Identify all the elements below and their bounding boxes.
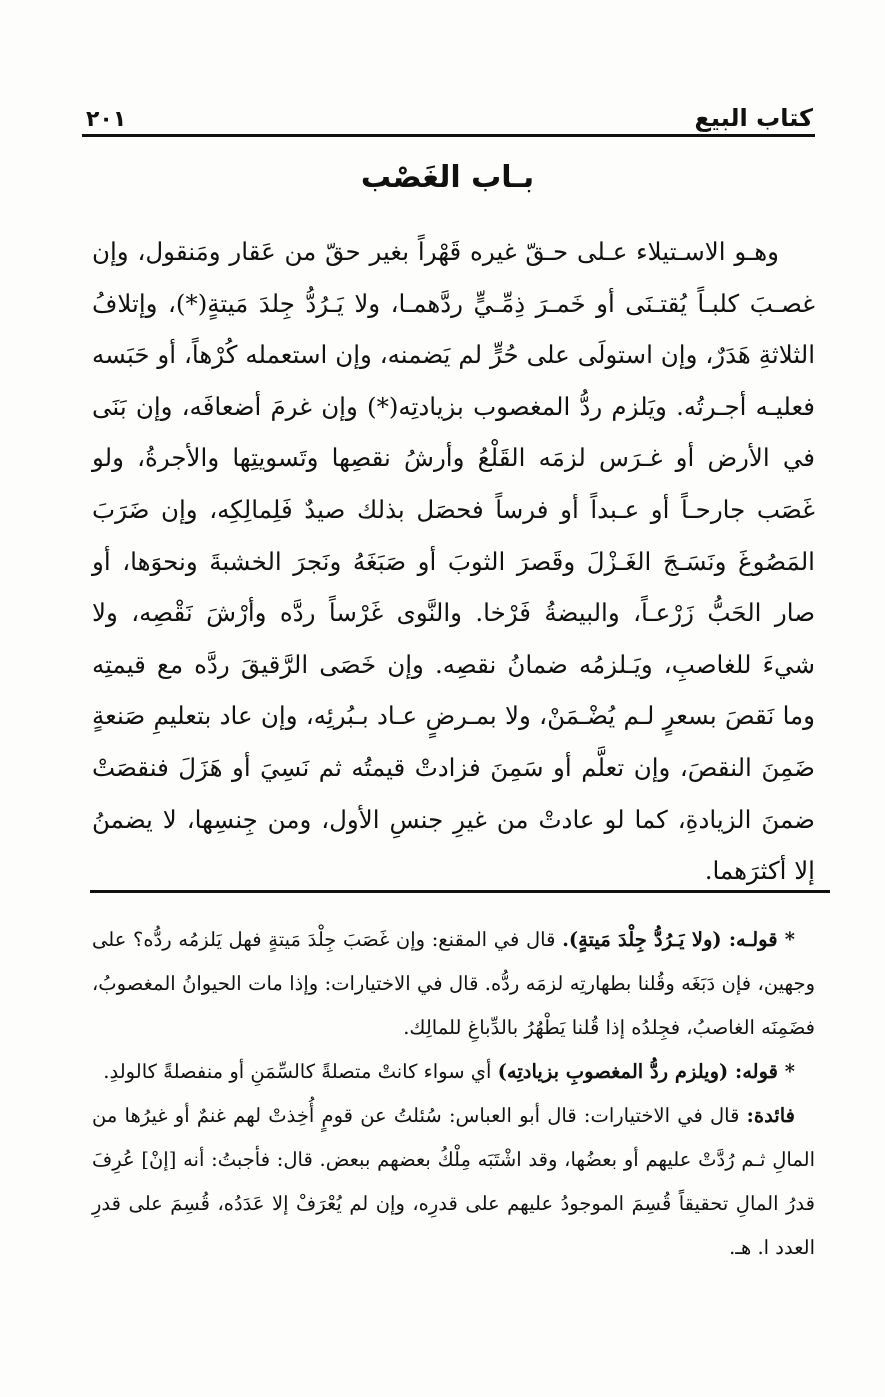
footnote-2	[92, 1050, 815, 1094]
running-header	[86, 92, 813, 132]
footnotes-section	[92, 918, 815, 1270]
header-divider	[82, 134, 815, 137]
footnote-3	[92, 1094, 815, 1270]
page-number: ٢٠١	[86, 107, 127, 132]
footnote-2-body: أي سواء كانتْ متصلةً كالسِّمَنِ أو منفصلةً كالولدِ.	[103, 1060, 492, 1083]
footnote-2-lead: * قوله: (ويلزم ردُّ المغصوبِ بزيادتِه)	[497, 1060, 795, 1083]
chapter-title: بـاب الغَصْب	[360, 160, 535, 195]
footnote-1-lead: * قولـه: (ولا يَـرُدُّ جِلْدَ مَيتةٍ).	[562, 928, 796, 951]
footnote-divider	[90, 890, 830, 893]
footnote-3-body: قال في الاختيارات: قال أبو العباس: سُئلتُ عن قومٍ أُخِذتْ لهم غنمٌ أو غيرُها من المالِ ثـم رُدَّتْ عليهم أو بعضُها، وقد اشْتَبَه مِلْكُ بعضهم ببعض. قال: فأجبتُ: أنه [إنْ] عُرِفَ قدرُ المالِ تحقيقاً قُسِمَ الموجودُ عليهم على قدرِه، وإن لم يُعْرَفْ إلا عَدَدُه، قُسِمَ على قدرِ العدد ا. هـ.	[92, 1104, 815, 1259]
main-paragraph: وهـو الاسـتيلاء عـلى حـقّ غيره قَهْراً بغير حقّ من عَقار ومَنقول، وإن غصـبَ كلبـاً يُقتـنَى أو خَمـرَ ذِمِّـيٍّ ردَّهمـا، ولا يَـرُدُّ جِلدَ مَيتةٍ(*)، وإتلافُ الثلاثةِ هَدَرٌ، وإن استولَى على حُرٍّ لم يَضمنه، وإن استعمله كُرْهاً، أو حَبَسه فعليـه أجـرتُه. ويَلزم ردُّ المغصوب بزيادتِه(*) وإن غرمَ أضعافَه، وإن بَنَى في الأرض أو غـرَس لزمَه القَلْعُ وأرشُ نقصِها وتَسويتِها والأجرةُ، ولو غَصَب جارحـاً أو عـبداً أو فرساً فحصَل بذلك صيدٌ فَلِمالِكِه، وإن ضَرَبَ المَصُوغَ ونَسَـجَ الغَـزْلَ وقَصرَ الثوبَ أو صَبَغَهُ ونَجرَ الخشبةَ ونحوَها، أو صار الحَبُّ زَرْعـاً، والبيضةُ فَرْخا. والنَّوى غَرْساً ردَّه وأرْشَ نَقْصِه، ولا شيءَ للغاصبِ، ويَـلزمُه ضمانُ نقصِه. وإن خَصَى الرَّقيقَ ردَّه مع قيمتِه وما نَقصَ بسعرٍ لـم يُضْـمَنْ، ولا بمـرضٍ عـاد بـبُرئِه، وإن عاد بتعليمِ صَنعةٍ ضَمِنَ النقصَ، وإن تعلَّم أو سَمِنَ فزادتْ قيمتُه ثم نَسِيَ أو هَزَلَ فنقصَتْ ضمنَ الزيادةِ، كما لو عادتْ من غيرِ جنسِ الأول، ومن جِنسِها، لا يضمنُ إلا أكثرَهما.	[92, 237, 815, 886]
footnote-1-body: قال في المقنع: وإن غَصَبَ جِلْدَ مَيتةٍ فهل يَلزمُه ردُّه؟ على وجهين، فإن دَبَغَه وقُلنا بطهارتِه لزمَه ردُّه. قال في الاختيارات: وإذا مات الحيوانُ المغصوبُ، فضَمِنَه الغاصبُ، فجِلدُه إذا قُلنا يَطْهُرُ بالدِّباغِ للمالِك.	[92, 928, 815, 1039]
footnote-3-lead: فائدة:	[746, 1104, 795, 1127]
running-header-title: كتاب البيع	[694, 104, 813, 132]
footnote-1	[92, 918, 815, 1050]
main-body	[92, 226, 815, 897]
